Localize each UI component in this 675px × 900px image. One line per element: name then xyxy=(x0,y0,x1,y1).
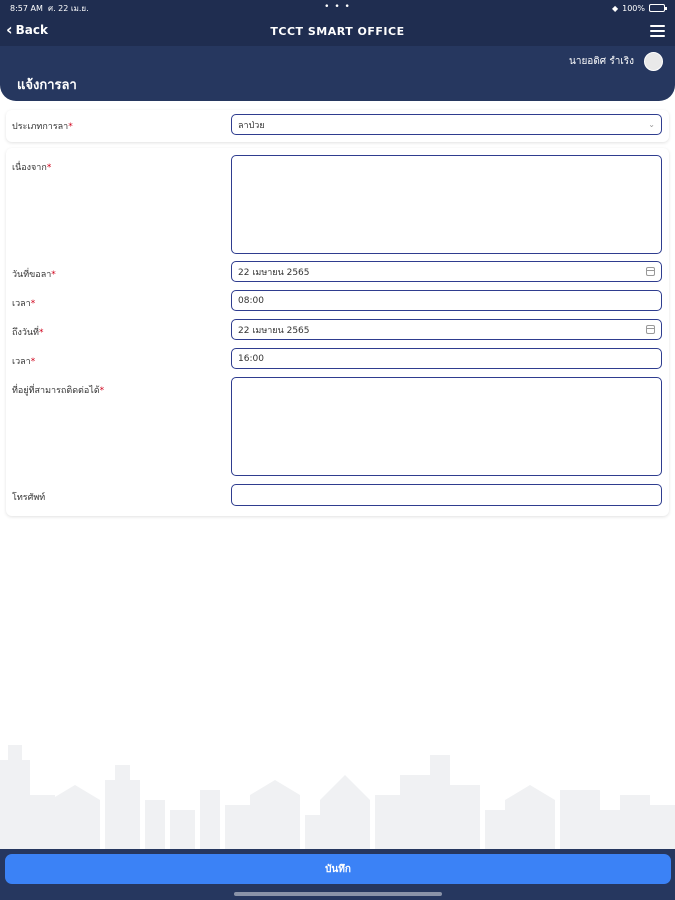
calendar-icon[interactable] xyxy=(646,325,655,334)
app-title: TCCT SMART OFFICE xyxy=(270,24,405,38)
contact-address-textarea[interactable] xyxy=(231,377,662,476)
phone-input[interactable] xyxy=(231,484,662,506)
footer-bar xyxy=(0,849,675,900)
calendar-icon[interactable] xyxy=(646,267,655,276)
dropdown-arrow-icon: ⌄ xyxy=(648,120,655,129)
start-date-input[interactable]: 22 เมษายน 2565 xyxy=(231,261,662,282)
status-bar xyxy=(0,0,675,16)
multitask-dots[interactable]: • • • xyxy=(324,2,351,12)
end-time-input[interactable]: 16:00 xyxy=(231,348,662,369)
app-header xyxy=(0,16,675,101)
reason-textarea[interactable] xyxy=(231,155,662,254)
avatar[interactable] xyxy=(644,52,663,71)
reason-label: เนื่องจาก* xyxy=(12,163,52,173)
leave-type-label: ประเภทการลา* xyxy=(12,122,73,132)
user-name: นายอดิศ รำเริง xyxy=(569,56,634,67)
city-skyline-illustration xyxy=(0,740,675,850)
battery-percent: 100% xyxy=(622,3,645,13)
contact-address-label: ที่อยู่ที่สามารถติดต่อได้* xyxy=(12,386,105,396)
back-button[interactable] xyxy=(6,22,48,38)
end-time-label: เวลา* xyxy=(12,357,36,367)
phone-label: โทรศัพท์ xyxy=(12,493,46,503)
end-date-label: ถึงวันที่* xyxy=(12,328,44,338)
page-title: แจ้งการลา xyxy=(17,78,77,93)
wifi-icon: ◆ xyxy=(611,3,619,13)
start-time-label: เวลา* xyxy=(12,299,36,309)
status-time: 8:57 AM ศ. 22 เม.ย. xyxy=(10,3,89,13)
nav-bar xyxy=(0,16,675,46)
user-info xyxy=(569,52,663,71)
leave-details-card xyxy=(6,148,669,516)
leave-type-select[interactable]: ลาป่วย ⌄ xyxy=(231,114,662,135)
back-label: Back xyxy=(15,23,48,37)
start-time-input[interactable]: 08:00 xyxy=(231,290,662,311)
start-date-label: วันที่ขอลา* xyxy=(12,270,56,280)
end-date-input[interactable]: 22 เมษายน 2565 xyxy=(231,319,662,340)
battery-icon xyxy=(649,4,665,12)
leave-type-card xyxy=(6,110,669,142)
back-chevron-icon: ‹ xyxy=(6,20,13,39)
home-indicator[interactable] xyxy=(234,892,442,896)
save-button[interactable]: บันทึก xyxy=(5,854,671,884)
menu-icon[interactable] xyxy=(650,25,665,37)
